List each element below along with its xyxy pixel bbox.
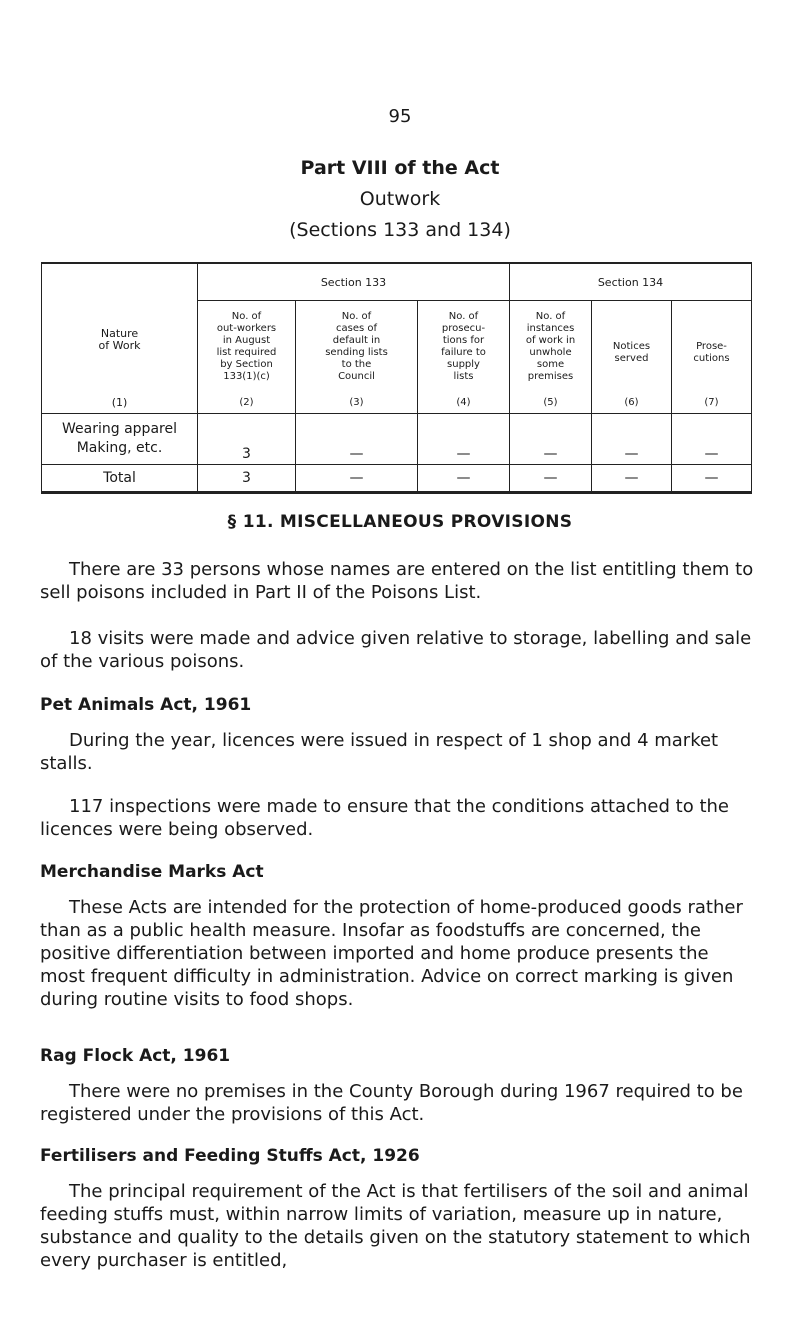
column-label: No. of out-workers in August list required by Section 133(1)(c)	[216, 311, 277, 382]
rag-flock-heading: Rag Flock Act, 1961	[40, 1046, 231, 1066]
merchandise-marks-heading: Merchandise Marks Act	[40, 862, 264, 882]
title-subject: Outwork	[359, 188, 441, 210]
merchandise-paragraph	[40, 896, 758, 1011]
section-11-heading: § 11. MISCELLANEOUS PROVISIONS	[227, 512, 573, 532]
column-label: No. of cases of default in sending lists to the Council	[325, 311, 388, 382]
rag-flock-paragraph	[40, 1080, 758, 1126]
paragraph-text: During the year, licences were issued in respect of 1 shop and 4 market stalls.	[40, 730, 719, 774]
paragraph-text: 18 visits were made and advice given relative to storage, labelling and sale of the various poisons.	[40, 628, 752, 672]
table-cell: 3	[198, 465, 296, 493]
column-number: (7)	[704, 397, 719, 408]
column-header-unwholesome-premises	[510, 301, 592, 414]
fertilisers-paragraph	[40, 1180, 758, 1272]
table-row	[42, 414, 752, 465]
table-cell: 3	[198, 414, 296, 465]
table-cell: —	[418, 465, 510, 493]
column-number: (5)	[543, 397, 558, 408]
total-label: Total	[42, 465, 198, 493]
column-number: (6)	[624, 397, 639, 408]
column-header-default-cases	[296, 301, 418, 414]
poisons-paragraph-1	[40, 558, 758, 604]
column-label: No. of instances of work in unwhole some premises	[525, 311, 576, 382]
column-header-notices-served	[592, 301, 672, 414]
table-cell: —	[296, 414, 418, 465]
paragraph-text: 117 inspections were made to ensure that the conditions attached to the licences were being observed.	[40, 796, 729, 840]
column-label: Notices served	[612, 341, 651, 364]
paragraph-text: There are 33 persons whose names are entered on the list entitling them to sell poisons included in Part II of the Poisons List.	[40, 559, 754, 603]
column-header-nature	[42, 263, 198, 414]
column-header-prosecutions-failure	[418, 301, 510, 414]
table-cell: —	[592, 465, 672, 493]
section-134-header: Section 134	[510, 263, 752, 301]
table-cell: —	[510, 465, 592, 493]
column-number: (2)	[239, 397, 254, 408]
column-header-out-workers	[198, 301, 296, 414]
poisons-paragraph-2	[40, 627, 758, 673]
paragraph-text: The principal requirement of the Act is that fertilisers of the soil and animal feeding stuffs must, within narrow limits of variation, measure up in nature, substance and quality to the details given on the statutory statement to which every purchaser is entitled,	[40, 1181, 751, 1271]
pet-animals-heading: Pet Animals Act, 1961	[40, 695, 252, 715]
page-number: 95	[388, 106, 412, 127]
pet-paragraph-1	[40, 729, 758, 775]
nature-of-work-cell: Wearing apparel Making, etc.	[42, 414, 198, 465]
column-number: (3)	[349, 397, 364, 408]
paragraph-text: These Acts are intended for the protection of home-produced goods rather than as a public health measure. Insofar as foodstuffs are concerned, the positive differentiation between imported and home produce presents the most frequent difficulty in administration. Advice on correct marking is given during routine visits to food shops.	[40, 897, 743, 1010]
title-sections: (Sections 133 and 134)	[289, 219, 511, 241]
table-cell: —	[296, 465, 418, 493]
column-number: (4)	[456, 397, 471, 408]
outwork-table	[41, 262, 752, 494]
table-cell: —	[418, 414, 510, 465]
title-block	[0, 153, 800, 246]
title-part: Part VIII of the Act	[300, 157, 500, 179]
table-cell: —	[510, 414, 592, 465]
fertilisers-heading: Fertilisers and Feeding Stuffs Act, 1926	[40, 1146, 420, 1166]
pet-paragraph-2	[40, 795, 758, 841]
column-label: Prose- cutions	[693, 341, 730, 364]
column-header-prosecutions	[672, 301, 752, 414]
total-row	[42, 465, 752, 493]
section-133-header: Section 133	[198, 263, 510, 301]
column-label: No. of prosecu- tions for failure to supply lists	[441, 311, 486, 382]
table-cell: —	[672, 414, 752, 465]
paragraph-text: There were no premises in the County Borough during 1967 required to be registered under the provisions of this Act.	[40, 1081, 743, 1125]
table-cell: —	[672, 465, 752, 493]
table-cell: —	[592, 414, 672, 465]
column-label: Nature of Work	[98, 327, 141, 352]
column-number: (1)	[111, 396, 128, 409]
